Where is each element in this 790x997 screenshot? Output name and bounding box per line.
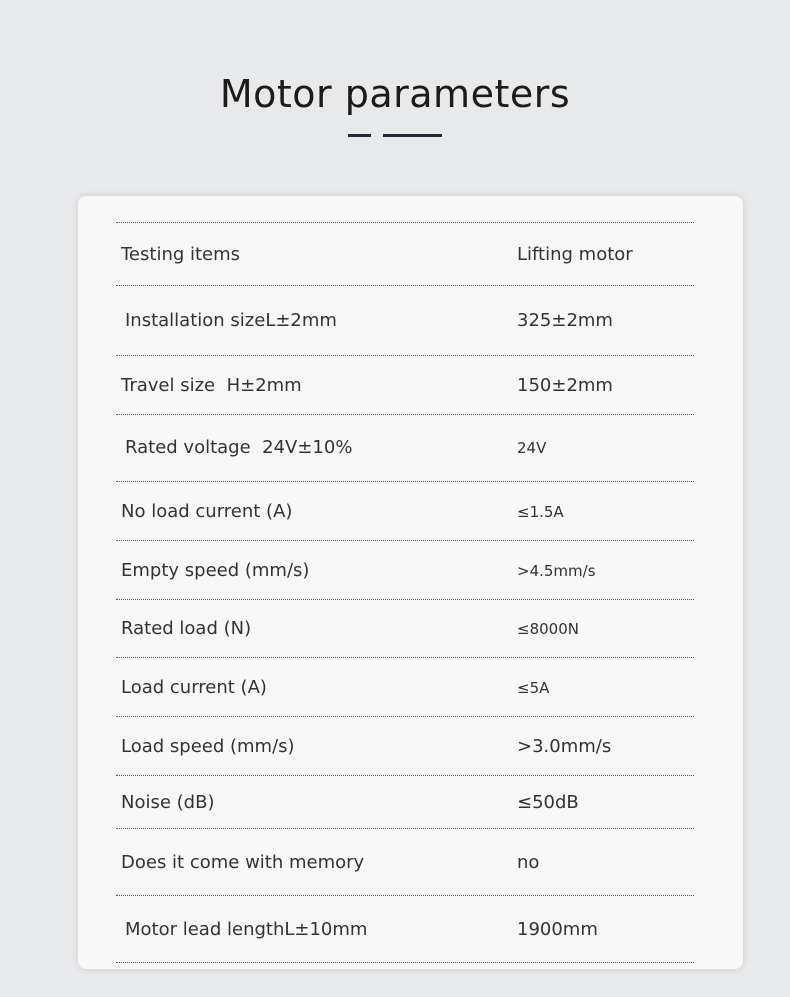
- row-item-cell: Motor lead lengthL±10mm: [125, 919, 368, 940]
- header-item-cell: Testing items: [121, 244, 241, 265]
- table-divider: [116, 657, 694, 658]
- page-title: Motor parameters: [219, 72, 571, 116]
- row-value-cell: >4.5mm/s: [517, 562, 596, 580]
- table-divider: [116, 414, 694, 415]
- row-item-cell: Installation sizeL±2mm: [125, 310, 337, 331]
- row-value-cell: 150±2mm: [517, 375, 613, 396]
- table-divider: [116, 355, 694, 356]
- row-item-cell: Load speed (mm/s): [121, 736, 295, 757]
- table-divider: [116, 285, 694, 286]
- row-item-cell: Noise (dB): [121, 792, 215, 813]
- row-item-cell: Does it come with memory: [121, 852, 365, 873]
- row-item-cell: Travel size H±2mm: [121, 375, 302, 396]
- table-divider: [116, 599, 694, 600]
- row-value-cell: 325±2mm: [517, 310, 613, 331]
- row-value-cell: ≤8000N: [517, 620, 579, 638]
- table-divider: [116, 716, 694, 717]
- row-item-cell: Empty speed (mm/s): [121, 560, 310, 581]
- title-underline-long: [383, 134, 442, 137]
- row-item-cell: Rated voltage 24V±10%: [125, 437, 353, 458]
- table-divider: [116, 481, 694, 482]
- table-divider: [116, 962, 694, 963]
- row-value-cell: ≤5A: [517, 679, 550, 697]
- row-value-cell: no: [517, 852, 540, 873]
- parameters-card: [78, 196, 743, 969]
- table-divider: [116, 775, 694, 776]
- table-divider: [116, 222, 694, 223]
- row-value-cell: 1900mm: [517, 919, 598, 940]
- row-value-cell: 24V: [517, 439, 547, 457]
- row-item-cell: Load current (A): [121, 677, 267, 698]
- table-divider: [116, 895, 694, 896]
- row-value-cell: >3.0mm/s: [517, 736, 612, 757]
- row-value-cell: ≤1.5A: [517, 503, 564, 521]
- title-underline-short: [348, 134, 371, 137]
- table-divider: [116, 540, 694, 541]
- row-item-cell: No load current (A): [121, 501, 293, 522]
- row-value-cell: ≤50dB: [517, 792, 579, 813]
- row-item-cell: Rated load (N): [121, 618, 252, 639]
- table-divider: [116, 828, 694, 829]
- header-value-cell: Lifting motor: [517, 244, 633, 265]
